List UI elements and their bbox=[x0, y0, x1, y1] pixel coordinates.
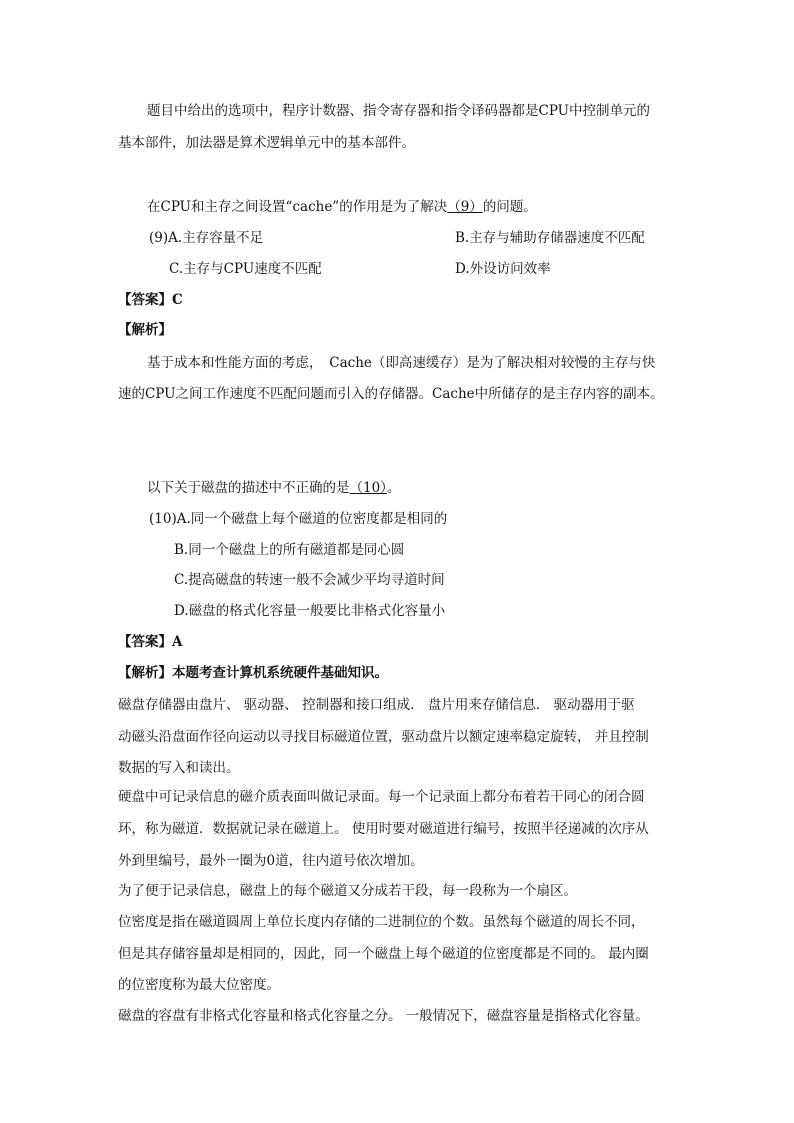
q10-p1-line-2: 动磁头沿盘面作径向运动以寻找目标磁道位置，驱动盘片以额定速率稳定旋转， 并且控制 bbox=[118, 729, 649, 745]
q10-option-d: D.磁盘的格式化容量一般要比非格式化容量小 bbox=[174, 603, 446, 619]
q10-p5-line-1: 磁盘的容盘有非格式化容量和格式化容量之分。 一般情况下，磁盘容量是指格式化容量。 bbox=[118, 1008, 649, 1024]
q10-p2-line-2: 环，称为磁道．数据就记录在磁道上。 使用时要对磁道进行编号，按照半径递减的次序从 bbox=[118, 821, 649, 837]
q10-analysis-heading bbox=[118, 663, 388, 683]
q10-option-b: B.同一个磁盘上的所有磁道都是同心圆 bbox=[174, 542, 405, 558]
q10-stem-end: 。 bbox=[386, 480, 401, 496]
q9-stem-end: 的问题。 bbox=[482, 199, 537, 215]
q10-answer bbox=[118, 632, 182, 652]
q8-explanation-line-1: 题目中给出的选项中，程序计数器、指令寄存器和指令译码器都是CPU中控制单元的 bbox=[147, 103, 651, 119]
q9-answer bbox=[118, 290, 183, 310]
q10-p4-line-1: 位密度是指在磁道圆周上单位长度内存储的二进制位的个数。虽然每个磁道的周长不同， bbox=[118, 914, 645, 930]
q9-stem bbox=[147, 197, 537, 217]
q10-p4-line-2: 但是其存储容量却是相同的，因此，同一个磁盘上每个磁道的位密度都是不同的。 最内圈 bbox=[118, 946, 649, 962]
q10-p3-line-1: 为了便于记录信息，磁盘上的每个磁道又分成若干段，每一段称为一个扇区。 bbox=[118, 883, 577, 899]
q10-stem bbox=[147, 478, 400, 498]
q9-stem-text: 在CPU和主存之间设置“cache”的作用是为了解决 bbox=[147, 199, 448, 215]
q10-option-c: C.提高磁盘的转速一般不会减少平均寻道时间 bbox=[174, 572, 445, 588]
q10-p2-line-3: 外到里编号，最外一圈为0道，往内道号依次增加。 bbox=[118, 853, 424, 869]
q10-stem-text: 以下关于磁盘的描述中不正确的是 bbox=[147, 480, 350, 496]
q8-explanation-line-2: 基本部件，加法器是算术逻辑单元中的基本部件。 bbox=[118, 135, 415, 151]
q9-analysis-line-1: 基于成本和性能方面的考虑， Cache（即高速缓存）是为了解决相对较慢的主存与快 bbox=[147, 355, 656, 371]
q9-answer-label: 【答案】 bbox=[118, 292, 172, 308]
q9-blank: （9） bbox=[447, 199, 483, 215]
q10-answer-label: 【答案】 bbox=[118, 634, 172, 650]
q9-analysis-label: 【解析】 bbox=[118, 322, 172, 338]
q9-option-d: D.外设访问效率 bbox=[455, 261, 551, 277]
q10-analysis-label: 【解析】 bbox=[118, 665, 172, 681]
q9-option-a: (9)A.主存容量不足 bbox=[149, 230, 264, 246]
q10-blank: （10） bbox=[349, 480, 387, 496]
q10-analysis-title: 本题考查计算机系统硬件基础知识。 bbox=[172, 665, 388, 681]
q10-answer-value: A bbox=[172, 634, 183, 650]
q9-answer-value: C bbox=[172, 292, 183, 308]
q10-p2-line-1: 硬盘中可记录信息的磁介质表面叫做记录面。每一个记录面上都分布着若干同心的闭合圆 bbox=[118, 789, 645, 805]
q10-p1-line-1: 磁盘存储器由盘片、 驱动器、 控制器和接口组成． 盘片用来存储信息． 驱动器用于驱 bbox=[118, 697, 635, 713]
q9-option-b: B.主存与辅助存储器速度不匹配 bbox=[455, 230, 645, 246]
q10-option-a: (10)A.同一个磁盘上每个磁道的位密度都是相同的 bbox=[149, 511, 448, 527]
q10-p4-line-3: 的位密度称为最大位密度。 bbox=[118, 977, 280, 993]
q9-analysis-line-2: 速的CPU之间工作速度不匹配问题而引入的存储器。Cache中所储存的是主存内容的副本。 bbox=[118, 386, 664, 402]
q9-option-c: C.主存与CPU速度不匹配 bbox=[169, 261, 322, 277]
q10-p1-line-3: 数据的写入和读出。 bbox=[118, 760, 240, 776]
